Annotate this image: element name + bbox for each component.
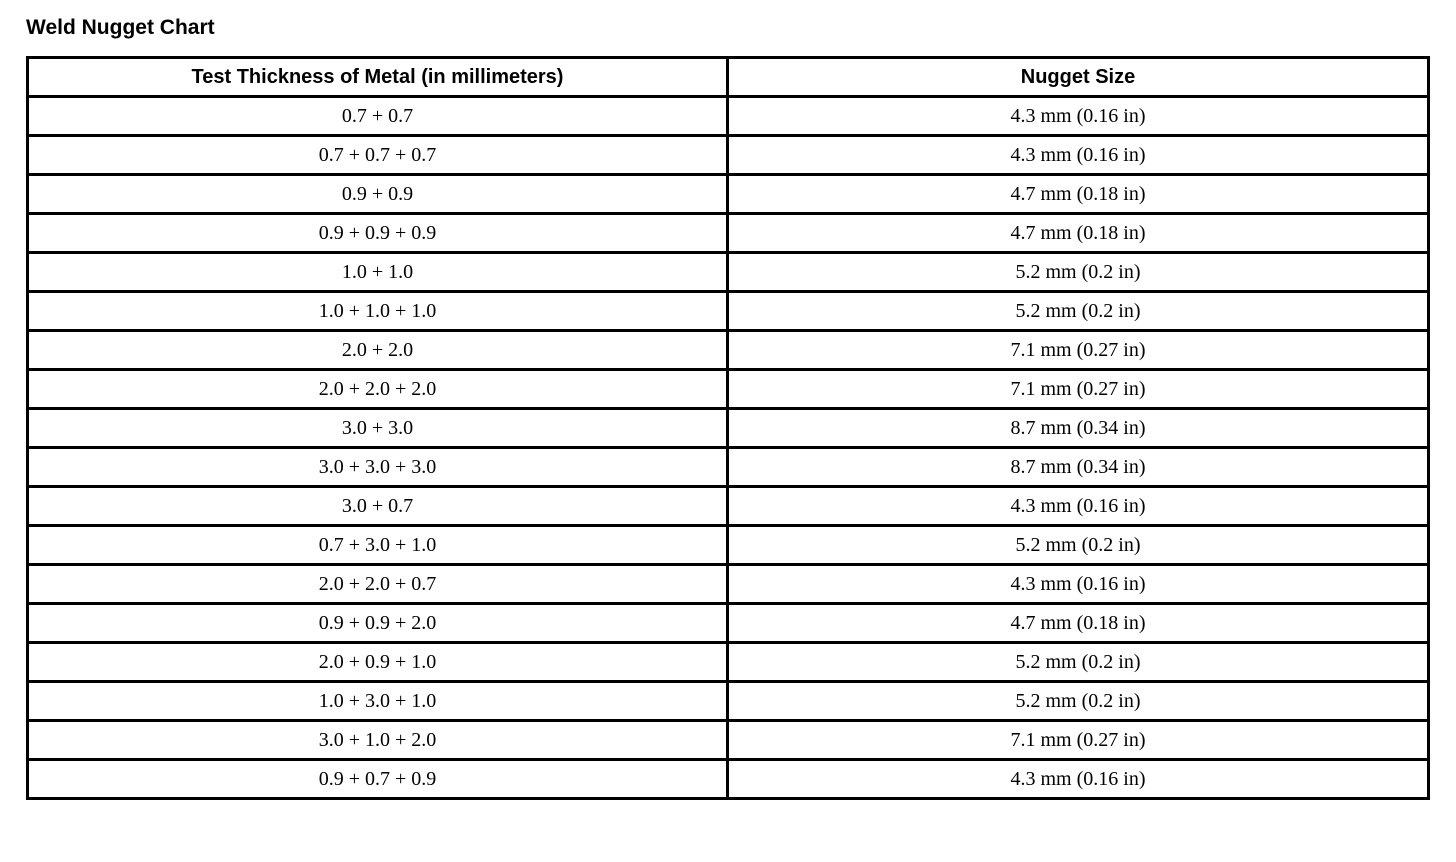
nugget-size-cell: 4.3 mm (0.16 in)	[728, 760, 1429, 799]
table-row	[28, 643, 1429, 682]
table-row	[28, 331, 1429, 370]
header-test-thickness: Test Thickness of Metal (in millimeters)	[28, 58, 728, 97]
table-row	[28, 565, 1429, 604]
nugget-size-cell: 7.1 mm (0.27 in)	[728, 331, 1429, 370]
thickness-cell: 0.9 + 0.9 + 2.0	[28, 604, 728, 643]
nugget-size-cell: 7.1 mm (0.27 in)	[728, 721, 1429, 760]
thickness-cell: 0.7 + 0.7	[28, 97, 728, 136]
thickness-cell: 2.0 + 2.0	[28, 331, 728, 370]
thickness-cell: 1.0 + 1.0	[28, 253, 728, 292]
thickness-cell: 1.0 + 3.0 + 1.0	[28, 682, 728, 721]
thickness-cell: 3.0 + 3.0 + 3.0	[28, 448, 728, 487]
thickness-cell: 0.9 + 0.7 + 0.9	[28, 760, 728, 799]
thickness-cell: 3.0 + 3.0	[28, 409, 728, 448]
thickness-cell: 0.7 + 0.7 + 0.7	[28, 136, 728, 175]
nugget-size-cell: 5.2 mm (0.2 in)	[728, 526, 1429, 565]
table-row	[28, 292, 1429, 331]
header-nugget-size: Nugget Size	[728, 58, 1429, 97]
nugget-size-cell: 4.7 mm (0.18 in)	[728, 604, 1429, 643]
thickness-cell: 3.0 + 1.0 + 2.0	[28, 721, 728, 760]
nugget-size-cell: 5.2 mm (0.2 in)	[728, 292, 1429, 331]
nugget-size-cell: 4.7 mm (0.18 in)	[728, 175, 1429, 214]
thickness-cell: 0.9 + 0.9	[28, 175, 728, 214]
table-row	[28, 526, 1429, 565]
table-row	[28, 253, 1429, 292]
thickness-cell: 0.7 + 3.0 + 1.0	[28, 526, 728, 565]
nugget-size-cell: 4.7 mm (0.18 in)	[728, 214, 1429, 253]
thickness-cell: 0.9 + 0.9 + 0.9	[28, 214, 728, 253]
nugget-size-cell: 8.7 mm (0.34 in)	[728, 409, 1429, 448]
thickness-cell: 3.0 + 0.7	[28, 487, 728, 526]
nugget-size-cell: 8.7 mm (0.34 in)	[728, 448, 1429, 487]
nugget-size-cell: 4.3 mm (0.16 in)	[728, 487, 1429, 526]
table-header-row	[28, 58, 1429, 97]
chart-title: Weld Nugget Chart	[26, 16, 215, 39]
table-row	[28, 682, 1429, 721]
weld-nugget-table	[26, 56, 1430, 800]
table-row	[28, 136, 1429, 175]
table-row	[28, 487, 1429, 526]
nugget-size-cell: 4.3 mm (0.16 in)	[728, 565, 1429, 604]
table-row	[28, 214, 1429, 253]
nugget-size-cell: 5.2 mm (0.2 in)	[728, 682, 1429, 721]
nugget-size-cell: 5.2 mm (0.2 in)	[728, 253, 1429, 292]
thickness-cell: 1.0 + 1.0 + 1.0	[28, 292, 728, 331]
nugget-size-cell: 4.3 mm (0.16 in)	[728, 136, 1429, 175]
nugget-size-cell: 5.2 mm (0.2 in)	[728, 643, 1429, 682]
table-row	[28, 175, 1429, 214]
table-row	[28, 760, 1429, 799]
table-row	[28, 604, 1429, 643]
thickness-cell: 2.0 + 0.9 + 1.0	[28, 643, 728, 682]
thickness-cell: 2.0 + 2.0 + 0.7	[28, 565, 728, 604]
table-body	[28, 97, 1429, 799]
nugget-size-cell: 4.3 mm (0.16 in)	[728, 97, 1429, 136]
table-row	[28, 409, 1429, 448]
table-row	[28, 721, 1429, 760]
nugget-size-cell: 7.1 mm (0.27 in)	[728, 370, 1429, 409]
table-row	[28, 97, 1429, 136]
thickness-cell: 2.0 + 2.0 + 2.0	[28, 370, 728, 409]
table-row	[28, 370, 1429, 409]
table-row	[28, 448, 1429, 487]
